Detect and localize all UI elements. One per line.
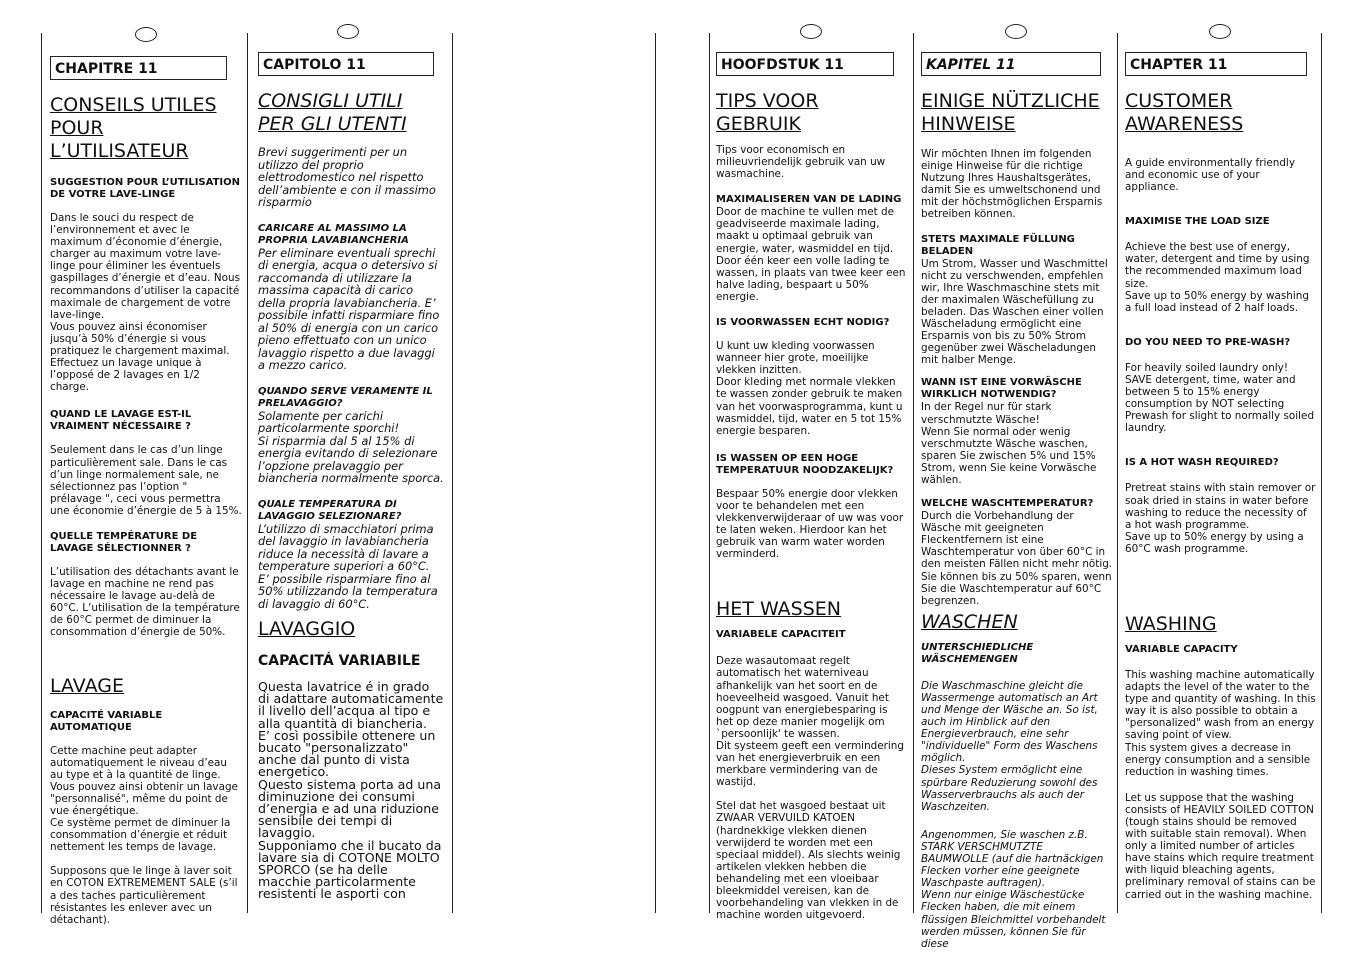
paragraph: In der Regel nur für stark verschmutzte Wäsche! Wenn Sie normal oder wenig verschmutzte Wäsche waschen, sparen Sie zwischen 5% und 15% Strom, wenn Sie keine Vorwäsche wählen.	[921, 401, 1097, 486]
column-dutch	[716, 52, 906, 933]
column-rule	[709, 33, 710, 913]
subheading: DO YOU NEED TO PRE-WASH?	[1125, 336, 1291, 348]
paragraph: Dans le souci du respect de l’environnement et avec le maximum d’économie d’énergie, charger au maximum votre lave-linge pour éliminer les éventuels gaspillages d’énergie et d’eau. Nous recommandons d’utiliser la capacité maximale de chargement de votre lave-linge. Vous pouvez ainsi économiser jusqu’à 50% d’énergie si vous pratiquez le chargement maximal. Effectuez un lavage unique à l’opposé de 2 lavages en 1/2 charge.	[50, 212, 240, 394]
paragraph: Um Strom, Wasser und Waschmittel nicht zu verschwenden, empfehlen wir, Ihre Waschmaschine stets mit der maximalen Wäschefüllung zu beladen. Das Waschen einer vollen Wäscheladung ermöglicht eine Ersparnis von bis zu 50% Strom gegenüber zwei Wäscheladungen mit halber Menge.	[921, 257, 1108, 367]
chapter-label: CHAPTER 11	[1125, 52, 1307, 76]
paragraph: Pretreat stains with stain remover or soak dried in stains in water before washing to reduce the necessity of a hot wash programme. Save up to 50% energy by using a 60°C wash programme.	[1125, 482, 1316, 555]
column-german	[921, 52, 1113, 962]
subheading: QUAND LE LAVAGE EST-IL VRAIMENT NÉCESSAIRE ?	[50, 409, 192, 433]
column-italian	[258, 52, 444, 913]
subheading: IS WASSEN OP EEN HOGE TEMPERATUUR NOODZAKELIJK?	[716, 452, 894, 476]
subheading: MAXIMALISEREN VAN DE LADING	[716, 194, 902, 206]
chapter-label: CHAPITRE 11	[50, 56, 227, 80]
subheading: STETS MAXIMALE FÜLLUNG BELADEN	[921, 233, 1075, 257]
section-title-line: CONSEILS UTILES	[50, 94, 217, 116]
subheading: MAXIMISE THE LOAD SIZE	[1125, 216, 1270, 228]
subheading: VARIABELE CAPACITEIT	[716, 629, 846, 641]
language-flag-icon	[135, 27, 157, 42]
section-title	[258, 90, 444, 136]
subheading: UNTERSCHIEDLICHE WÄSCHEMENGEN	[921, 641, 1034, 665]
column-rule	[247, 33, 248, 913]
section-title: WASCHEN	[921, 610, 1018, 633]
paragraph: This washing machine automatically adapts the level of the water to the type and quantity of washing. In this way it is also possible to obtain a "personalized" wash from an energy saving point of view. This system gives a decrease in energy consumption and a sensible reduction in washing times.	[1125, 668, 1316, 778]
section-title-line: PER GLI UTENTI	[258, 113, 407, 135]
column-english	[1125, 52, 1316, 913]
subheading: IS A HOT WASH REQUIRED?	[1125, 457, 1279, 469]
subheading: CARICARE AL MASSIMO LA PROPRIA LAVABIANCHERIA	[258, 222, 409, 246]
column-french	[50, 56, 242, 938]
section-title: LAVAGE	[50, 674, 124, 697]
paragraph: L’utilizzo di smacchiatori prima del lavaggio in lavabiancheria riduce la necessità di lavare a temperature superiori a 60°C. E’ possibile risparmiare fino al 50% utilizzando la temperatura di lavaggio di 60°C.	[258, 521, 438, 611]
subheading: VARIABLE CAPACITY	[1125, 643, 1238, 655]
section-title	[1125, 90, 1316, 136]
paragraph: Deze wasautomaat regelt automatisch het waterniveau afhankelijk van het soort en de hoeveelheid wasgoed. Vanuit het oogpunt van energiebesparing is het op deze manier mogelijk om `persoonlijk' te wassen. Dit systeem geeft een vermindering van het energieverbruik en een merkbare vermindering van de wastijd.	[716, 655, 904, 789]
paragraph: Wir möchten Ihnen im folgenden einige Hinweise für die richtige Nutzung Ihres Haushaltsgerätes, damit Sie es umweltschonend und mit der höchstmöglichen Ersparnis betreiben können.	[921, 148, 1103, 221]
section-title	[50, 94, 242, 163]
column-rule	[41, 33, 42, 913]
section-title-line: AWARENESS	[1125, 113, 1244, 135]
column-rule	[1321, 33, 1322, 913]
paragraph: U kunt uw kleding voorwassen wanneer hier grote, moeilijke vlekken inzitten. Door kleding met normale vlekken te wassen zonder gebruik te maken van het voorwasprogramma, kunt u wasmiddel, tijd, water en 5 tot 15% energie besparen.	[716, 340, 903, 437]
section-title-line: CUSTOMER	[1125, 90, 1233, 112]
paragraph: Cette machine peut adapter automatiquement le niveau d’eau au type et à la quantité de linge. Vous pouvez ainsi obtenir un lavage "personnalisé", même du point de vue énergétique. Ce système permet de diminuer la consommation d’énergie et réduit nettement les temps de lavage.	[50, 744, 238, 854]
paragraph: Questa lavatrice é in grado di adattare automaticamente il livello dell’acqua al tipo e alla quantità di biancheria. E’ così possibile ottenere un bucato "personalizzato" anche dal punto di vista energetico. Questo sistema porta ad una diminuzione dei consumi d’energia e ad una riduzione sensibile dei tempi di lavaggio. Supponiamo che il bucato da lavare sia di COTONE MOLTO SPORCO (se ha delle macchie particolarmente resistenti le asporti con	[258, 679, 444, 902]
section-title-line: HINWEISE	[921, 113, 1016, 135]
section-title-line: POUR L’UTILISATEUR	[50, 117, 189, 162]
section-title: LAVAGGIO	[258, 618, 356, 640]
column-rule	[1117, 33, 1118, 913]
subheading: IS VOORWASSEN ECHT NODIG?	[716, 317, 890, 329]
language-flag-icon	[800, 24, 822, 39]
subheading: CAPACITÉ VARIABLE AUTOMATIQUE	[50, 709, 163, 733]
paragraph: Durch die Vorbehandlung der Wäsche mit geeigneten Fleckentfernern ist eine Waschtemperatur von über 60°C in den meisten Fällen nicht mehr nötig. Sie können bis zu 50% sparen, wenn Sie die Waschtemperatur auf 60°C begrenzen.	[921, 510, 1113, 607]
section-title: WASHING	[1125, 612, 1217, 635]
column-rule	[913, 33, 914, 913]
subheading: QUALE TEMPERATURA DI LAVAGGIO SELEZIONARE?	[258, 498, 402, 522]
paragraph: Die Waschmaschine gleicht die Wassermenge automatisch an Art und Menge der Wäsche an. So ist, auch im Hinblick auf den Energieverbrauch, eine sehr "individuelle" Form des Waschens möglich. Dieses System ermöglicht eine spürbare Reduzierung sowohl des Wasserverbrauchs als auch der Waschzeiten.	[921, 679, 1098, 813]
section-title	[921, 90, 1113, 136]
column-rule	[452, 33, 453, 913]
paragraph: Let us suppose that the washing consists of HEAVILY SOILED COTTON (tough stains should be removed with suitable stain removal). When only a limited number of articles have stains which require treatment with liquid bleaching agents, preliminary removal of stains can be carried out in the washing machine.	[1125, 791, 1316, 901]
subheading: QUANDO SERVE VERAMENTE IL PRELAVAGGIO?	[258, 385, 433, 409]
subheading: SUGGESTION POUR L’UTILISATION DE VOTRE LAVE-LINGE	[50, 177, 240, 200]
section-title: TIPS VOOR GEBRUIK	[716, 90, 819, 135]
paragraph: Achieve the best use of energy, water, detergent and time by using the recommended maximum load size. Save up to 50% energy by washing a full load instead of 2 half loads.	[1125, 241, 1310, 314]
chapter-label: HOOFDSTUK 11	[716, 52, 894, 76]
language-flag-icon	[337, 24, 359, 39]
paragraph: Door de machine te vullen met de geadviseerde maximale lading, maakt u optimaal gebruik van energie, water, wasmiddel en tijd. Door één keer een volle lading te wassen, in plaats van twee keer een halve lading, bespaart u 50% energie.	[716, 206, 906, 303]
paragraph: Angenommen, Sie waschen z.B. STARK VERSCHMUTZTE BAUMWOLLE (auf die hartnäckigen Flecken vorher eine geeignete Waschpaste auftragen). Wenn nur einige Wäschestücke Flecken haben, die mit einem flüssigen Bleichmittel vorbehandelt werden müssen, können Sie für diese	[921, 828, 1106, 950]
paragraph: Stel dat het wasgoed bestaat uit ZWAAR VERVUILD KATOEN (hardnekkige vlekken dienen verwijderd te worden met een speciaal middel). Als slechts weinig artikelen vlekken hebben die behandeling met een vloeibaar bleekmiddel vereisen, kan de voorbehandeling van vlekken in de machine worden uitgevoerd.	[716, 800, 901, 922]
paragraph: Solamente per carichi particolarmente sporchi! Si risparmia dal 5 al 15% di energia evitando di selezionare l’opzione prelavaggio per biancheria normalmente sporca.	[258, 408, 444, 485]
subheading: WANN IST EINE VORWÄSCHE WIRKLICH NOTWENDIG?	[921, 377, 1082, 401]
paragraph: Per eliminare eventuali sprechi di energia, acqua o detersivo si raccomanda di utilizzare la massima capacità di carico della propria lavabiancheria. E’ possibile infatti risparmiare fino al 50% di energia con un carico pieno effettuato con un unico lavaggio rispetto a due lavaggi a mezzo carico.	[258, 245, 440, 372]
section-title-line: CONSIGLI UTILI	[258, 90, 403, 112]
paragraph: Supposons que le linge à laver soit en COTON EXTREMEMENT SALE (s’il a des taches particulièrement résistantes les enlever avec un détachant).	[50, 865, 238, 926]
paragraph: Bespaar 50% energie door vlekken voor te behandelen met een vlekkenverwijderaar of uw was voor te laten weken. Hierdoor kan het gebruik van warm water worden verminderd.	[716, 487, 904, 561]
section-title: HET WASSEN	[716, 598, 842, 621]
paragraph: Tips voor economisch en milieuvriendelijk gebruik van uw wasmachine.	[716, 144, 886, 181]
chapter-label: KAPITEL 11	[921, 52, 1101, 76]
section-title-line: EINIGE NÜTZLICHE	[921, 90, 1100, 112]
paragraph: L’utilisation des détachants avant le lavage en machine ne rend pas nécessaire le lavage au-delà de 60°C. L’utilisation de la température de 60°C permet de diminuer la consommation d’énergie de 50%.	[50, 565, 240, 639]
page-divider-rule	[655, 33, 656, 913]
paragraph: For heavily soiled laundry only! SAVE detergent, time, water and between 5 to 15% energy consumption by NOT selecting Prewash for slight to normally soiled laundry.	[1125, 361, 1315, 435]
subheading: CAPACITÁ VARIABILE	[258, 653, 421, 669]
subheading: QUELLE TEMPÉRATURE DE LAVAGE SÉLECTIONNER ?	[50, 530, 198, 554]
paragraph: Brevi suggerimenti per un utilizzo del proprio elettrodomestico nel rispetto dell’ambiente e con il massimo risparmio	[258, 145, 436, 209]
paragraph: A guide environmentally friendly and economic use of your appliance.	[1125, 157, 1295, 194]
language-flag-icon	[1005, 24, 1027, 39]
subheading: WELCHE WASCHTEMPERATUR?	[921, 498, 1094, 510]
paragraph: Seulement dans le cas d’un linge particulièrement sale. Dans le cas d’un linge normalement sale, ne sélectionnez pas l’option " prélavage ", ceci vous permettra une économie d’énergie de 5 à 15%.	[50, 444, 242, 517]
chapter-label: CAPITOLO 11	[258, 52, 434, 76]
language-flag-icon	[1209, 24, 1231, 39]
